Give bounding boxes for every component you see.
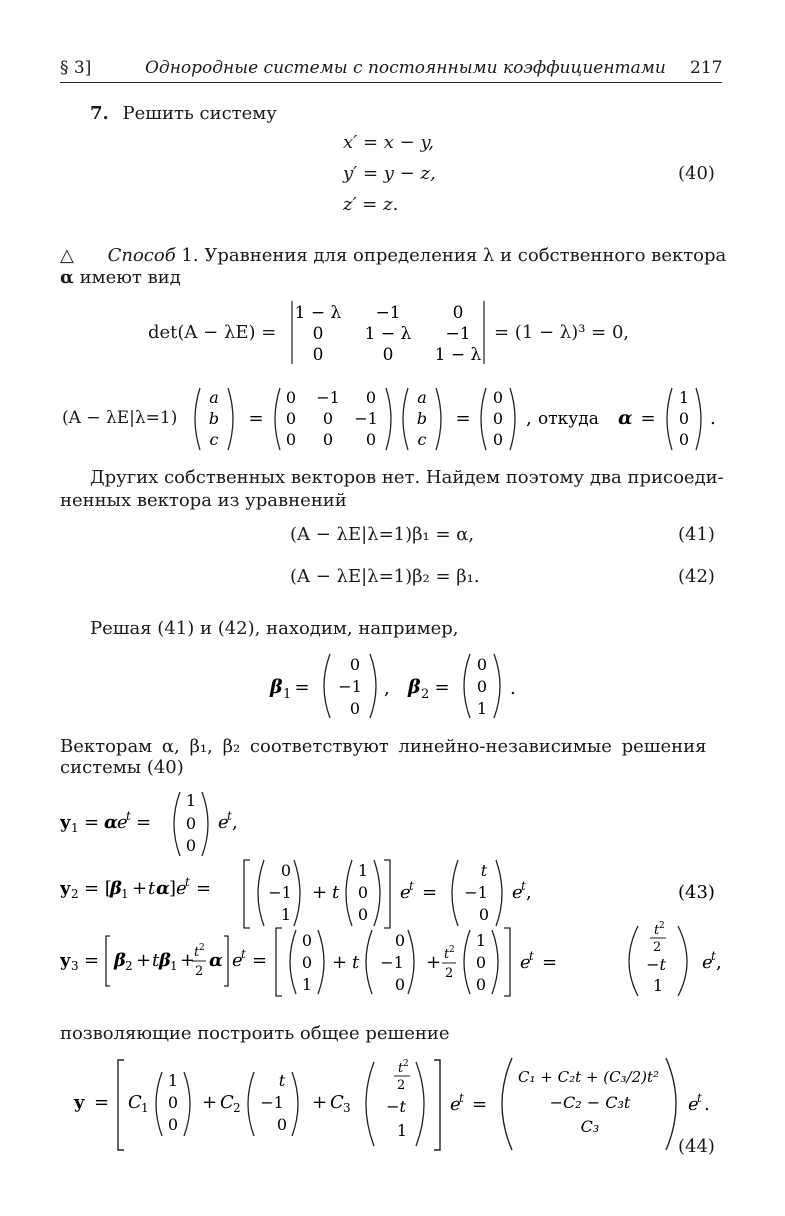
svg-text:y: y — [60, 950, 71, 971]
problem-text: Решить систему — [122, 103, 277, 124]
svg-text:1: 1 — [475, 931, 487, 950]
svg-text:e: e — [512, 882, 523, 903]
svg-text:0: 0 — [167, 1093, 179, 1112]
svg-text:α: α — [209, 950, 223, 971]
svg-text:.: . — [710, 408, 716, 429]
alpha-1: 0 — [678, 409, 690, 428]
svg-text:1: 1 — [357, 861, 369, 880]
general-solution-44 — [60, 1050, 725, 1162]
svg-text:−1: −1 — [268, 883, 292, 902]
beta1-1: −1 — [338, 677, 362, 696]
section-marker: § 3] — [60, 58, 92, 78]
otkuda-word: откуда — [538, 409, 599, 429]
gen-row-2: −C₂ − C₃t — [549, 1093, 631, 1112]
problem-number: 7. — [90, 103, 109, 124]
svg-text:1: 1 — [170, 959, 178, 973]
svg-text:t: t — [227, 809, 232, 823]
svg-text:t: t — [352, 952, 360, 973]
system-line-3: z′ = z. — [343, 194, 399, 215]
svg-text:0: 0 — [357, 905, 369, 924]
svg-text:β: β — [159, 950, 171, 971]
svg-text:t: t — [278, 1071, 286, 1090]
svg-text:t: t — [126, 809, 131, 823]
svg-text:2: 2 — [199, 943, 205, 953]
svg-text:=: = — [252, 950, 268, 971]
det-rhs: = (1 − λ)³ = 0, — [494, 322, 630, 343]
beta2-1: 0 — [476, 677, 488, 696]
svg-text:t: t — [148, 878, 156, 899]
det-m10: 0 — [312, 324, 324, 344]
svg-text:e: e — [232, 950, 243, 971]
svg-text:t: t — [529, 949, 534, 963]
svg-text:=: = — [472, 1094, 488, 1115]
svg-text:1: 1 — [280, 905, 292, 924]
svg-text:2: 2 — [403, 1059, 409, 1069]
svg-text:=: = — [136, 812, 152, 833]
svg-text:e: e — [688, 1094, 699, 1115]
equation-41: (A − λE|λ=1)β₁ = α, — [290, 524, 475, 545]
svg-text:=: = — [196, 878, 212, 899]
svg-text:=: = — [84, 950, 100, 971]
svg-text:+: + — [332, 952, 348, 973]
det-m01: −1 — [375, 303, 401, 323]
svg-text:+: + — [136, 950, 152, 971]
alpha-label: α — [618, 407, 633, 429]
svg-text:,: , — [526, 882, 532, 903]
svg-text:t: t — [409, 879, 414, 893]
svg-text:α: α — [104, 812, 118, 833]
svg-text:t: t — [711, 949, 716, 963]
svg-text:β: β — [270, 676, 283, 698]
para2: Решая (41) и (42), находим, например, — [90, 618, 459, 639]
beta2-2: 1 — [476, 699, 488, 718]
svg-text:=: = — [294, 677, 310, 698]
alpha-2: 0 — [678, 430, 690, 449]
zero-0: 0 — [492, 388, 504, 407]
det-m20: 0 — [312, 345, 324, 365]
svg-text:1: 1 — [167, 1071, 179, 1090]
svg-text:0: 0 — [276, 1115, 288, 1134]
svg-text:e: e — [702, 952, 713, 973]
svg-text:.: . — [704, 1094, 710, 1115]
svg-text:.: . — [510, 678, 516, 699]
gen-row-1: C₁ + C₂t + (C₃/2)t² — [518, 1068, 660, 1086]
svg-text:0: 0 — [185, 814, 197, 833]
system-line-1: x′ = x − y, — [343, 132, 434, 153]
svg-text:1: 1 — [396, 1121, 408, 1140]
svg-text:β: β — [110, 878, 122, 899]
beta2-0: 0 — [476, 655, 488, 674]
gen-row-3: C₃ — [580, 1117, 600, 1136]
svg-text:=: = — [640, 408, 656, 429]
method-text-2: имеют вид — [79, 267, 181, 288]
svg-text:t: t — [398, 1061, 404, 1076]
svg-text:−1: −1 — [260, 1093, 284, 1112]
svg-text:+: + — [180, 950, 196, 971]
vec-b: b — [208, 409, 220, 428]
svg-text:0: 0 — [394, 931, 406, 950]
svg-text:t: t — [480, 861, 488, 880]
svg-text:0: 0 — [475, 975, 487, 994]
svg-text:y: y — [60, 812, 71, 833]
svg-text:−t: −t — [386, 1097, 406, 1116]
header-rule — [60, 82, 722, 83]
vec2-a: a — [417, 388, 427, 407]
svg-text:β: β — [114, 950, 126, 971]
svg-text:=: = — [434, 677, 450, 698]
svg-text:=: = — [84, 812, 100, 833]
det-m00: 1 − λ — [294, 303, 342, 323]
method-line-2 — [60, 266, 181, 290]
svg-text:+: + — [312, 1092, 328, 1113]
em-00: 0 — [285, 388, 297, 407]
eigen-equation — [188, 384, 728, 454]
svg-text:2: 2 — [449, 945, 455, 955]
em-11: 0 — [322, 409, 334, 428]
svg-text:1: 1 — [283, 687, 292, 702]
svg-text:= [: = [ — [84, 878, 112, 899]
running-title: Однородные системы с постоянными коэффициентами — [145, 58, 666, 78]
vec2-c: c — [417, 430, 427, 449]
svg-text:1: 1 — [185, 791, 197, 810]
svg-text:+: + — [202, 1092, 218, 1113]
em-21: 0 — [322, 430, 334, 449]
problem-statement — [90, 102, 277, 126]
svg-text:=: = — [422, 882, 438, 903]
det-m12: −1 — [445, 324, 471, 344]
svg-text:−t: −t — [646, 955, 666, 974]
svg-text:,: , — [384, 678, 390, 699]
svg-text:0: 0 — [301, 953, 313, 972]
svg-text:1: 1 — [71, 821, 79, 835]
svg-text:t: t — [152, 950, 160, 971]
svg-text:t: t — [241, 947, 246, 961]
em-12: −1 — [354, 409, 378, 428]
svg-text:2: 2 — [233, 1101, 241, 1115]
svg-text:t: t — [521, 879, 526, 893]
svg-text:=: = — [455, 408, 471, 429]
svg-text:e: e — [218, 812, 229, 833]
triangle-symbol: △ — [60, 245, 74, 266]
beta-vectors — [260, 650, 530, 722]
svg-text:t: t — [444, 947, 450, 962]
svg-text:2: 2 — [659, 921, 665, 931]
solutions-43 — [60, 786, 725, 998]
method-word: Способ — [107, 245, 176, 266]
para3-line2: системы (40) — [60, 757, 184, 778]
svg-text:y: y — [74, 1092, 85, 1113]
alpha-0: 1 — [678, 388, 690, 407]
svg-text:t: t — [194, 945, 200, 960]
svg-text:−1: −1 — [380, 953, 404, 972]
svg-text:−1: −1 — [464, 883, 488, 902]
equation-label-41: (41) — [678, 524, 715, 545]
svg-text:3: 3 — [71, 959, 79, 973]
svg-text:0: 0 — [167, 1115, 179, 1134]
svg-text:e: e — [520, 952, 531, 973]
svg-text:2: 2 — [125, 959, 133, 973]
equation-label-43: (43) — [678, 882, 715, 903]
svg-text:1: 1 — [121, 887, 129, 901]
equation-label-42: (42) — [678, 566, 715, 587]
method-text: 1. Уравнения для определения λ и собственного вектора — [181, 245, 727, 266]
svg-text:0: 0 — [357, 883, 369, 902]
equation-label-44: (44) — [678, 1136, 715, 1157]
svg-text:2: 2 — [653, 940, 662, 955]
det-m22: 1 − λ — [434, 345, 482, 365]
svg-text:y: y — [60, 878, 71, 899]
svg-text:α: α — [156, 878, 170, 899]
svg-text:=: = — [248, 408, 264, 429]
svg-text:e: e — [176, 878, 187, 899]
svg-text:e: e — [400, 882, 411, 903]
svg-text:0: 0 — [475, 953, 487, 972]
method-line-1 — [60, 244, 726, 268]
svg-text:+: + — [426, 952, 442, 973]
svg-text:2: 2 — [445, 966, 454, 981]
svg-text:2: 2 — [195, 964, 204, 979]
det-lhs — [148, 322, 276, 343]
svg-text:C: C — [220, 1092, 234, 1113]
para3-line1: Векторам α, β₁, β₂ соответствуют линейно-независимые решения — [60, 736, 707, 757]
svg-text:t: t — [332, 882, 340, 903]
svg-text:,: , — [716, 952, 722, 973]
vec2-b: b — [416, 409, 428, 428]
svg-text:=: = — [94, 1092, 110, 1113]
svg-text:1: 1 — [301, 975, 313, 994]
svg-text:0: 0 — [301, 931, 313, 950]
svg-text:e: e — [450, 1094, 461, 1115]
svg-text:t: t — [654, 923, 660, 938]
beta1-0: 0 — [349, 655, 361, 674]
em-22: 0 — [365, 430, 377, 449]
svg-text:0: 0 — [394, 975, 406, 994]
svg-text:e: e — [117, 812, 128, 833]
svg-text:2: 2 — [397, 1078, 406, 1093]
zero-2: 0 — [492, 430, 504, 449]
svg-text:C: C — [128, 1092, 142, 1113]
zero-1: 0 — [492, 409, 504, 428]
svg-text:,: , — [232, 812, 238, 833]
det-m21: 0 — [382, 345, 394, 365]
system-line-2: y′ = y − z, — [343, 163, 436, 184]
svg-text:0: 0 — [478, 905, 490, 924]
page-number: 217 — [690, 58, 723, 78]
svg-text:t: t — [185, 875, 190, 889]
vec-a: a — [209, 388, 219, 407]
para1-line2: ненных вектора из уравнений — [60, 490, 347, 511]
svg-text:β: β — [408, 676, 421, 698]
equation-label-40: (40) — [678, 163, 715, 184]
svg-text:0: 0 — [185, 836, 197, 855]
svg-text:2: 2 — [71, 887, 79, 901]
svg-text:]: ] — [169, 878, 177, 899]
para1-line1: Других собственных векторов нет. Найдем поэтому два присоеди- — [90, 467, 724, 488]
em-01: −1 — [316, 388, 340, 407]
equation-42: (A − λE|λ=1)β₂ = β₁. — [290, 566, 480, 587]
svg-text:2: 2 — [421, 687, 430, 702]
svg-text:=: = — [542, 952, 558, 973]
em-02: 0 — [365, 388, 377, 407]
para4: позволяющие построить общее решение — [60, 1023, 450, 1044]
det-matrix — [288, 298, 488, 368]
svg-text:1: 1 — [652, 976, 664, 995]
det-lhs-text: det(A − λE) = — [148, 322, 277, 343]
det-m02: 0 — [452, 303, 464, 323]
svg-text:0: 0 — [280, 861, 292, 880]
beta1-2: 0 — [349, 699, 361, 718]
vec-c: c — [209, 430, 219, 449]
em-20: 0 — [285, 430, 297, 449]
svg-text:C: C — [330, 1092, 344, 1113]
svg-text:,: , — [526, 408, 532, 429]
svg-text:3: 3 — [343, 1101, 351, 1115]
svg-text:+: + — [132, 878, 148, 899]
svg-text:t: t — [459, 1091, 464, 1105]
det-m11: 1 − λ — [364, 324, 412, 344]
em-10: 0 — [285, 409, 297, 428]
eigen-lhs: (A − λE|λ=1) — [62, 408, 178, 428]
alpha-symbol: α — [60, 267, 74, 288]
svg-text:+: + — [312, 882, 328, 903]
svg-text:t: t — [697, 1091, 702, 1105]
svg-text:1: 1 — [141, 1101, 149, 1115]
